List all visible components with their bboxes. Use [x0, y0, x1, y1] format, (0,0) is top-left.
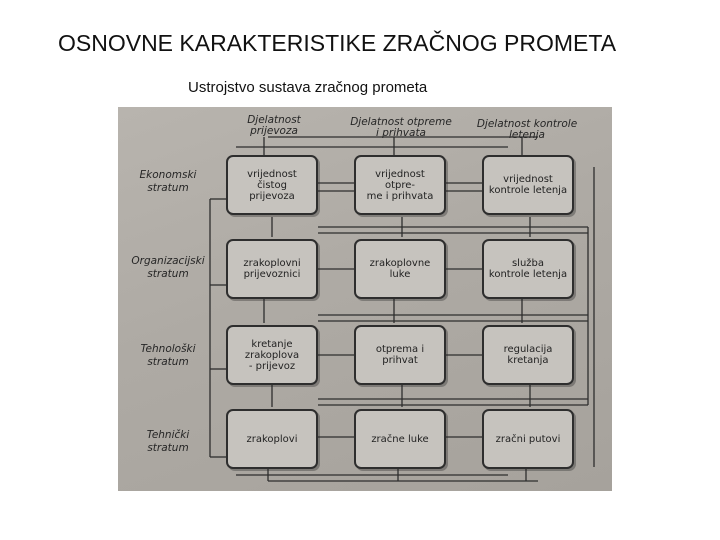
matrix-cell-r2-c3: služba kontrole letenja	[482, 239, 574, 299]
column-header-1: Djelatnost prijevoza	[247, 114, 301, 137]
matrix-cell-r2-c1: zrakoplovni prijevoznici	[226, 239, 318, 299]
diagram-subtitle: Ustrojstvo sustava zračnog prometa	[188, 79, 428, 96]
matrix-cell-r3-c1: kretanje zrakoplova - prijevoz	[226, 325, 318, 385]
row-header-3: Tehnološki stratum	[140, 343, 196, 368]
matrix-cell-r1-c1: vrijednost čistog prijevoza	[226, 155, 318, 215]
matrix-cell-r3-c3: regulacija kretanja	[482, 325, 574, 385]
matrix-cell-r4-c3: zračni putovi	[482, 409, 574, 469]
row-header-4: Tehnički stratum	[146, 429, 190, 454]
page-title: OSNOVNE KARAKTERISTIKE ZRAČNOG PROMETA	[58, 30, 617, 56]
column-header-2: Djelatnost otpreme i prihvata	[350, 116, 452, 139]
matrix-cell-r4-c1: zrakoplovi	[226, 409, 318, 469]
matrix-cell-r1-c3: vrijednost kontrole letenja	[482, 155, 574, 215]
matrix-cell-r3-c2: otprema i prihvat	[354, 325, 446, 385]
matrix-cell-r4-c2: zračne luke	[354, 409, 446, 469]
column-header-3: Djelatnost kontrole letenja	[476, 118, 578, 141]
matrix-cell-r2-c2: zrakoplovne luke	[354, 239, 446, 299]
row-header-1: Ekonomski stratum	[139, 169, 197, 194]
row-header-2: Organizacijski stratum	[131, 255, 205, 280]
diagram-photo	[118, 107, 612, 491]
matrix-cell-r1-c2: vrijednost otpre- me i prihvata	[354, 155, 446, 215]
